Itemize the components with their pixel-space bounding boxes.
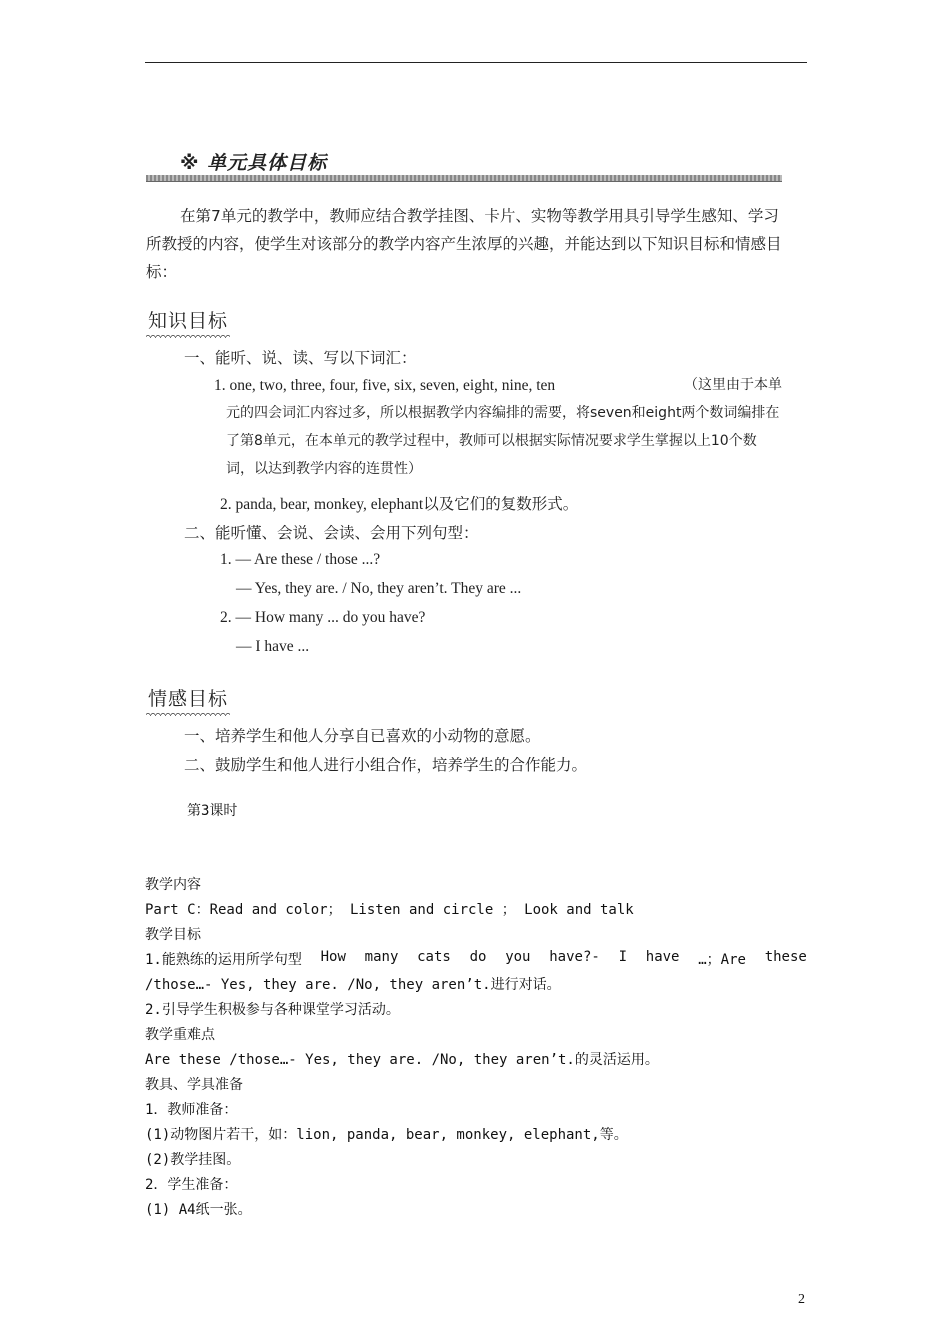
title-underline (146, 712, 230, 716)
vocab-list-numbers: 1. one, two, three, four, five, six, seven, eight, nine, ten (214, 377, 556, 394)
goal-2: 2.引导学生积极参与各种课堂学习活动。 (145, 1002, 400, 1018)
goal-word: cats (417, 949, 451, 965)
student-prep-1: (1) A4纸一张。 (145, 1202, 252, 1218)
title-underline (146, 334, 230, 338)
goal-word: How (320, 949, 346, 965)
vocab-list-animals: 2. panda, bear, monkey, elephant以及它们的复数形式。 (220, 496, 579, 513)
teacher-prep-1: (1)动物图片若干，如：lion, panda, bear, monkey, elephant,等。 (145, 1127, 628, 1143)
goal-word: 1.能熟练的运用所学句型 (145, 952, 302, 968)
knowledge-item-2: 二、能听懂、会说、会读、会用下列句型： (184, 524, 479, 542)
goal-word: do (469, 949, 487, 965)
page-number: 2 (798, 1292, 805, 1307)
goal-word: have?- (549, 949, 600, 965)
goals-label: 教学目标 (145, 927, 201, 943)
emotion-goals-title: 情感目标 (148, 688, 229, 710)
goal-1-line-2: /those…- Yes, they are. /No, they aren’t.进行对话。 (145, 977, 561, 993)
goal-word: I (618, 949, 628, 965)
vocab-note: （这里由于本单元的四会词汇内容过多，所以根据教学内容编排的需要，将seven和eight两个数词编排在了第8单元，在本单元的教学过程中，教师可以根据实际情况要求学生掌握以上10个数词，以达到教学内容的连贯性） (226, 377, 782, 477)
goal-word: …；Are (698, 952, 746, 968)
goal-word: have (645, 949, 680, 965)
emotion-item-1: 一、培养学生和他人分享自已喜欢的小动物的意愿。 (184, 727, 541, 745)
goal-1-line-1 (145, 949, 807, 969)
pattern-1b: — Yes, they are. / No, they aren’t. They are ... (236, 580, 522, 597)
student-prep: 2．学生准备： (145, 1177, 238, 1193)
heading-bar (146, 175, 782, 182)
key-points-text: Are these /those…- Yes, they are. /No, they aren’t.的灵活运用。 (145, 1052, 659, 1068)
goal-word: many (364, 949, 399, 965)
content-label: 教学内容 (145, 877, 201, 893)
pattern-2a: 2. — How many ... do you have? (220, 609, 426, 626)
goal-word: you (505, 949, 531, 965)
knowledge-goals-title: 知识目标 (148, 310, 229, 332)
teacher-prep-2: (2)教学挂图。 (145, 1152, 241, 1168)
teacher-prep: 1．教师准备： (145, 1102, 238, 1118)
emotion-item-2: 二、鼓励学生和他人进行小组合作，培养学生的合作能力。 (184, 756, 588, 774)
pattern-1a: 1. — Are these / those ...? (220, 551, 381, 568)
content-text: Part C：Read and color； Listen and circle ； Look and talk (145, 902, 634, 918)
pattern-2b: — I have ... (236, 638, 310, 655)
unit-goals-heading: ※ 单元具体目标 (180, 152, 328, 174)
lesson-number: 第3课时 (187, 803, 238, 819)
goal-word: these (764, 949, 807, 965)
knowledge-item-1: 一、能听、说、读、写以下词汇： (184, 349, 417, 367)
header-rule (145, 62, 807, 63)
key-points-label: 教学重难点 (145, 1027, 215, 1043)
unit-intro: 在第7单元的教学中，教师应结合教学挂图、卡片、实物等教学用具引导学生感知、学习所教授的内容，使学生对该部分的教学内容产生浓厚的兴趣，并能达到以下知识目标和情感目标： (146, 207, 782, 281)
prep-label: 教具、学具准备 (145, 1077, 243, 1093)
